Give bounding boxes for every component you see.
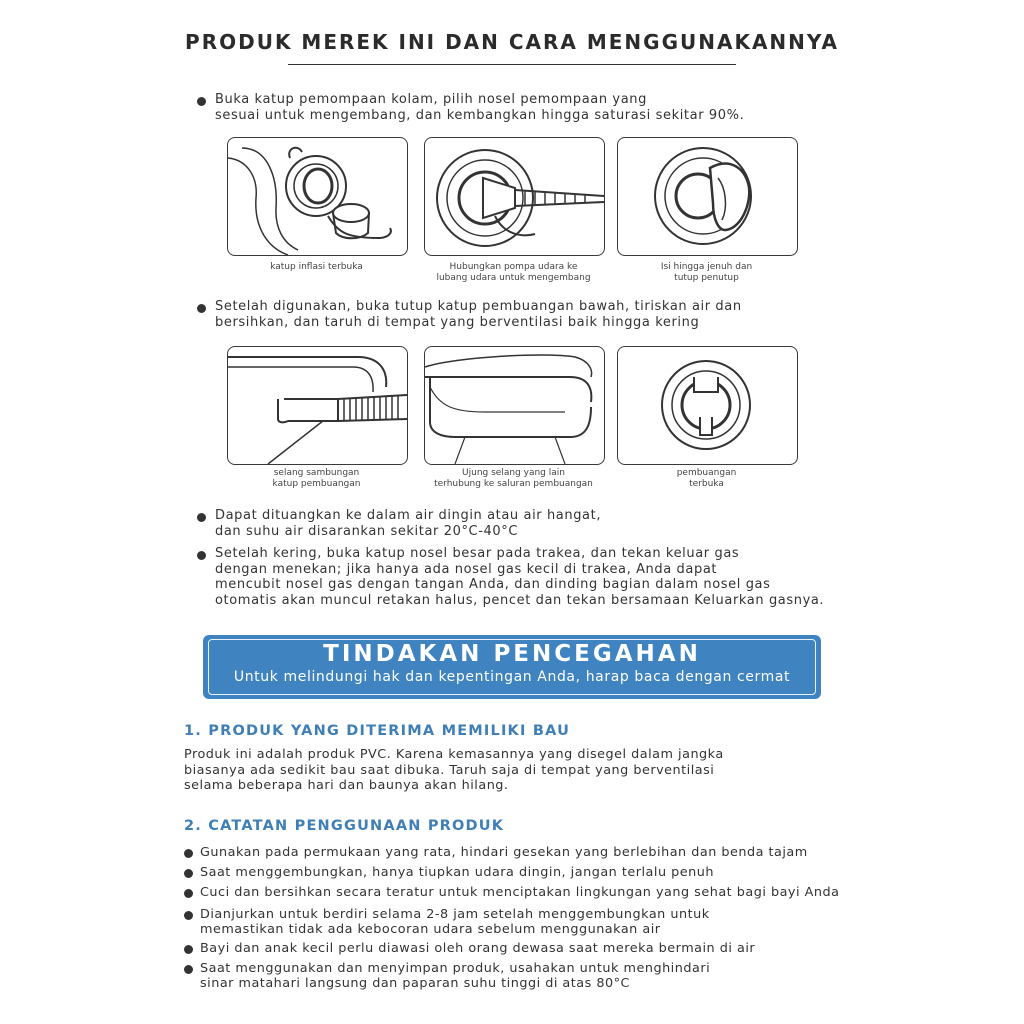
caption-connect-pump: Hubungkan pompa udara ke lubang udara untuk mengembang <box>436 262 591 283</box>
caption-drain-hose-connection: selang sambungan katup pembuangan <box>272 468 361 489</box>
step-3-text: Dapat dituangkan ke dalam air dingin atau air hangat, dan suhu air disarankan sekitar 20°C-40°C <box>215 508 602 539</box>
step-1-text: Buka katup pemompaan kolam, pilih nosel pemompaan yang sesuai untuk mengembang, dan kembangkan hingga saturasi sekitar 90%. <box>215 92 745 123</box>
section-1-heading: 1. PRODUK YANG DITERIMA MEMILIKI BAU <box>184 723 571 739</box>
section-2-heading: 2. CATATAN PENGGUNAAN PRODUK <box>184 818 505 834</box>
list-item <box>184 941 864 961</box>
usage-notes-list <box>184 845 864 995</box>
bullet-icon <box>184 965 193 974</box>
caption-inflation-valve-open: katup inflasi terbuka <box>270 262 363 272</box>
step-2-text: Setelah digunakan, buka tutup katup pembuangan bawah, tiriskan air dan bersihkan, dan taruh di tempat yang berventilasi baik hingga kering <box>215 299 742 330</box>
illustration-drain-open <box>617 346 798 465</box>
section-1-body: Produk ini adalah produk PVC. Karena kemasannya yang disegel dalam jangka biasanya ada sedikit bau saat dibuka. Taruh saja di tempat yang berventilasi selama beberapa hari dan baunya akan hilang. <box>184 747 724 793</box>
list-item-text: Bayi dan anak kecil perlu diawasi oleh orang dewasa saat mereka bermain di air <box>200 941 756 956</box>
step-4 <box>197 546 824 608</box>
title-divider <box>288 64 736 65</box>
precautions-banner <box>203 635 821 699</box>
illustration-drain-hose-connection <box>227 346 408 465</box>
step-3 <box>197 508 601 539</box>
caption-hose-to-drain: Ujung selang yang lain terhubung ke saluran pembuangan <box>434 468 593 489</box>
list-item-text: Saat menggembungkan, hanya tiupkan udara dingin, jangan terlalu penuh <box>200 865 714 880</box>
list-item <box>184 907 864 941</box>
bullet-icon <box>197 513 206 522</box>
bullet-icon <box>197 551 206 560</box>
list-item <box>184 845 864 865</box>
illustration-inflation-valve-open <box>227 137 408 256</box>
bullet-icon <box>184 945 193 954</box>
page-title: PRODUK MEREK INI DAN CARA MENGGUNAKANNYA <box>185 30 839 54</box>
illustration-fill-and-close <box>617 137 798 256</box>
step-2 <box>197 299 742 330</box>
bullet-icon <box>197 97 206 106</box>
banner-title: TINDAKAN PENCEGAHAN <box>323 641 701 667</box>
list-item <box>184 961 864 995</box>
list-item-text: Dianjurkan untuk berdiri selama 2-8 jam setelah menggembungkan untuk memastikan tidak ada kebocoran udara sebelum menggunakan air <box>200 907 710 937</box>
list-item <box>184 885 864 907</box>
caption-fill-and-close: Isi hingga jenuh dan tutup penutup <box>660 262 753 283</box>
bullet-icon <box>184 849 193 858</box>
list-item-text: Gunakan pada permukaan yang rata, hindari gesekan yang berlebihan dan benda tajam <box>200 845 808 860</box>
list-item-text: Saat menggunakan dan menyimpan produk, usahakan untuk menghindari sinar matahari langsung dan paparan suhu tinggi di atas 80°C <box>200 961 711 991</box>
banner-subtitle: Untuk melindungi hak dan kepentingan Anda, harap baca dengan cermat <box>233 669 791 685</box>
bullet-icon <box>184 869 193 878</box>
step-4-text: Setelah kering, buka katup nosel besar pada trakea, dan tekan keluar gas dengan menekan; jika hanya ada nosel gas kecil di trakea, Anda dapat mencubit nosel gas dengan tangan Anda, dan dinding bagian dalam nosel gas otomatis akan muncul retakan halus, pencet dan tekan bersamaan Keluarkan gasnya. <box>215 546 825 608</box>
bullet-icon <box>184 889 193 898</box>
bullet-icon <box>197 304 206 313</box>
bullet-icon <box>184 911 193 920</box>
list-item-text: Cuci dan bersihkan secara teratur untuk menciptakan lingkungan yang sehat bagi bayi Anda <box>200 885 840 900</box>
illustration-connect-pump <box>424 137 605 256</box>
illustration-hose-to-drain <box>424 346 605 465</box>
caption-drain-open: pembuangan terbuka <box>676 468 737 489</box>
list-item <box>184 865 864 885</box>
step-1 <box>197 92 744 123</box>
